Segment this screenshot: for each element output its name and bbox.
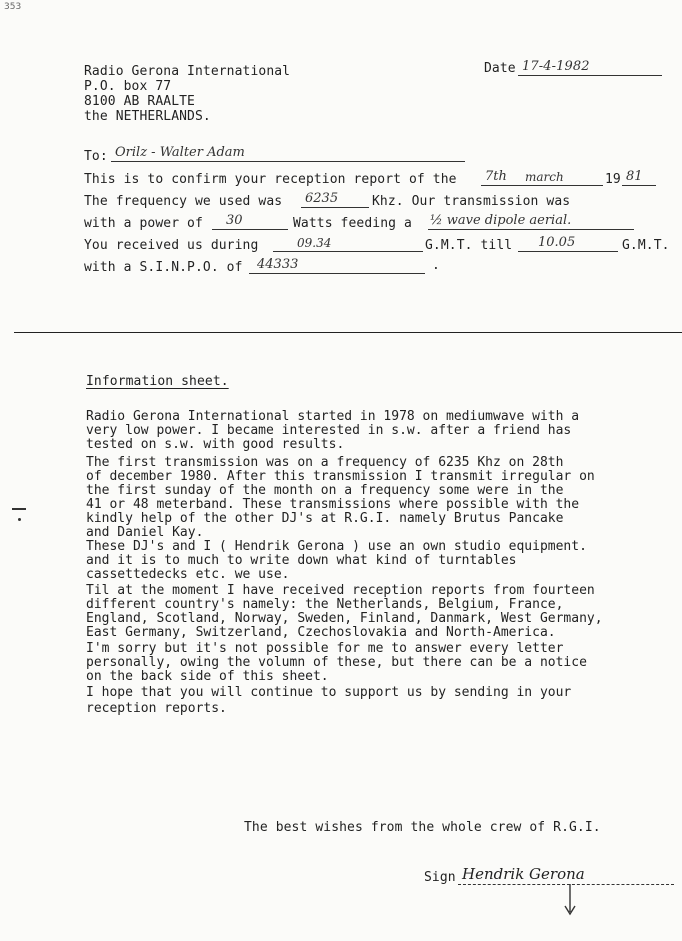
info-line: I hope that you will continue to support us by sending in your (86, 685, 572, 700)
info-line: Radio Gerona International started in 1978 on mediumwave with a (86, 409, 580, 424)
date-field (518, 60, 662, 76)
info-line: on the back side of this sheet. (86, 669, 329, 684)
received-to: 10.05 (538, 235, 576, 250)
po-box: P.O. box 77 (84, 79, 172, 94)
sign-label: Sign (424, 870, 456, 885)
info-heading: Information sheet. (86, 374, 229, 389)
signature-field (458, 864, 674, 885)
info-line: Til at the moment I have received reception reports from fourteen (86, 583, 595, 598)
year-prefix: 19 (605, 172, 621, 187)
frequency-unit: Khz. Our transmission was (372, 194, 571, 209)
info-line: and Daniel Kay. (86, 525, 204, 540)
date-label: Date (484, 61, 516, 76)
antenna-field (428, 214, 634, 230)
received-from-field (273, 236, 423, 252)
to-field (111, 146, 465, 162)
info-line: The first transmission was on a frequency of 6235 Khz on 28th (86, 455, 564, 470)
margin-mark (12, 508, 26, 510)
info-line: of december 1980. After this transmission I transmit irregular on (86, 469, 595, 484)
separator-line (14, 332, 682, 333)
info-line: East Germany, Switzerland, Czechoslovakia and North-America. (86, 625, 556, 640)
report-date-field (481, 170, 603, 186)
power-unit: Watts feeding a (293, 216, 412, 231)
info-line: different country's namely: the Netherlands, Belgium, France, (86, 597, 564, 612)
antenna-value: ½ wave dipole aerial. (430, 213, 572, 228)
sinpo-text: with a S.I.N.P.O. of (84, 260, 243, 275)
year-suffix: 81 (626, 169, 643, 184)
margin-mark (18, 518, 21, 521)
info-line: tested on s.w. with good results. (86, 437, 345, 452)
info-line: cassettedecks etc. we use. (86, 567, 290, 582)
frequency-value: 6235 (305, 191, 339, 206)
sinpo-value: 44333 (257, 257, 299, 272)
received-text: You received us during (84, 238, 259, 253)
info-line: These DJ's and I ( Hendrik Gerona ) use an own studio equipment. (86, 539, 587, 554)
report-month: march (525, 170, 564, 184)
signature-arrow (560, 884, 580, 918)
info-line: and it is to much to write down what kind of turntables (86, 553, 517, 568)
to-label: To: (84, 149, 108, 164)
received-from: 09.34 (297, 236, 332, 250)
country: the NETHERLANDS. (84, 109, 211, 124)
info-line: kindly help of the other DJ's at R.G.I. namely Brutus Pancake (86, 511, 564, 526)
station-name: Radio Gerona International (84, 64, 291, 79)
report-day: 7th (485, 169, 507, 184)
sinpo-end: . (432, 258, 440, 273)
sinpo-field (249, 258, 425, 274)
gmt-label: G.M.T. (622, 238, 670, 253)
gmt-till: G.M.T. till (425, 238, 513, 253)
power-field (212, 214, 288, 230)
frequency-field (301, 192, 369, 208)
power-text: with a power of (84, 216, 203, 231)
frequency-text: The frequency we used was (84, 194, 283, 209)
power-value: 30 (226, 213, 243, 228)
info-line: personally, owing the volumn of these, but there can be a notice (86, 655, 587, 670)
info-line: I'm sorry but it's not possible for me to answer every letter (86, 641, 564, 656)
info-line: England, Scotland, Norway, Sweden, Finland, Danmark, West Germany, (86, 611, 603, 626)
to-value: Orilz - Walter Adam (115, 145, 245, 160)
info-line: 41 or 48 meterband. These transmissions where possible with the (86, 497, 580, 512)
year-field (622, 170, 656, 186)
info-line: very low power. I became interested in s.w. after a friend has (86, 423, 572, 438)
date-value: 17-4-1982 (522, 59, 590, 74)
info-line: the first sunday of the month on a frequency some were in the (86, 483, 564, 498)
city: 8100 AB RAALTE (84, 94, 195, 109)
page-number: 353 (4, 2, 22, 12)
received-to-field (518, 236, 618, 252)
closing-line: The best wishes from the whole crew of R.G.I. (244, 820, 601, 835)
signature-value: Hendrik Gerona (462, 865, 585, 883)
info-line: reception reports. (86, 701, 227, 716)
confirm-text: This is to confirm your reception report of the (84, 172, 457, 187)
